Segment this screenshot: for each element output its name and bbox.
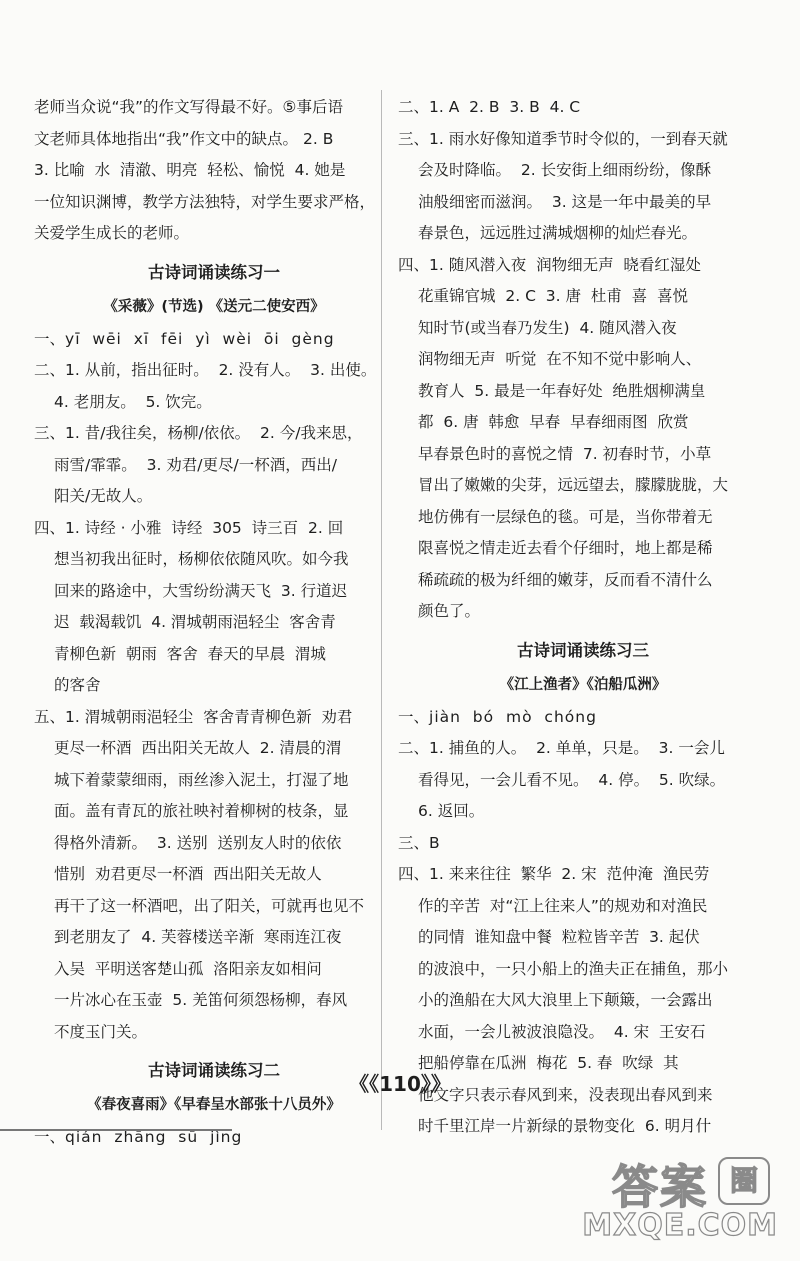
section-title: 古诗词诵读练习三	[517, 640, 649, 660]
answer-text: 作的辛苦 对“江上往来人”的规劝和对渔民	[418, 896, 708, 915]
section-subtitle: 《采薇》(节选) 《送元二使安西》	[103, 298, 325, 315]
watermark-logo	[582, 1151, 778, 1243]
answer-text: 都 6. 唐 韩愈 早春 早春细雨图 欣赏	[418, 413, 689, 431]
pinyin-answer	[398, 702, 768, 734]
answer-text: 二、1. 捕鱼的人。 2. 单单，只是。 3. 一会儿	[398, 739, 725, 757]
answer-text: 把船停靠在瓜洲 梅花 5. 春 吹绿 其	[418, 1054, 679, 1072]
answer-text: 早春景色时的喜悦之情 7. 初春时节，小草	[418, 444, 712, 463]
answer-text: 更尽一杯酒 西出阳关无故人 2. 清晨的渭	[54, 739, 342, 757]
answer-text: 时千里江岸一片新绿的景物变化 6. 明月什	[418, 1117, 712, 1135]
answer-text: 教育人 5. 最是一年春好处 绝胜烟柳满皇	[418, 381, 706, 400]
answer-text: 五、1. 渭城朝雨浥轻尘 客舍青青柳色新 劝君	[34, 707, 353, 726]
section-title: 古诗词诵读练习一	[148, 262, 280, 282]
answer-text: 二、1. 从前，指出征时。 2. 没有人。 3. 出使。	[34, 361, 377, 379]
pinyin-text: qián zhāng sū jìng	[65, 1128, 243, 1146]
answer-text: 再干了这一杯酒吧，出了阳关，可就再也见不	[54, 896, 365, 915]
answer-text: 不度玉门关。	[54, 1022, 148, 1041]
answer-text: 的同情 谁知盘中餐 粒粒皆辛苦 3. 起伏	[418, 928, 700, 946]
section-title: 古诗词诵读练习二	[148, 1061, 280, 1080]
answer-text: 6. 返回。	[418, 802, 485, 820]
answer-text: 到老朋友了 4. 芙蓉楼送辛渐 寒雨连江夜	[54, 928, 342, 946]
answer-text: 会及时降临。 2. 长安街上细雨纷纷，像酥	[418, 161, 712, 179]
watermark-brand: 答案	[612, 1160, 708, 1214]
answer-text: 城下着蒙蒙细雨，雨丝渗入泥土，打湿了地	[54, 770, 349, 789]
answer-text: 知时节(或当春乃发生) 4. 随风潜入夜	[418, 318, 677, 337]
question-number: 一、	[34, 1128, 66, 1146]
answer-text: 四、1. 来来往往 繁华 2. 宋 范仲淹 渔民劳	[398, 865, 710, 883]
answer-text: 3. 比喻 水 清澈、明亮 轻松、愉悦 4. 她是	[34, 161, 346, 179]
answer-text: 青柳色新 朝雨 客舍 春天的早晨 渭城	[54, 644, 326, 663]
right-column	[398, 92, 768, 1143]
answer-text: 看得见，一会儿看不见。 4. 停。 5. 吹绿。	[418, 770, 726, 789]
answer-text: 得格外清新。 3. 送别 送别友人时的依依	[54, 833, 342, 852]
answer-text: 限喜悦之情走近去看个仔细时，地上都是稀	[418, 539, 713, 557]
answer-text: 花重锦官城 2. C 3. 唐 杜甫 喜 喜悦	[418, 287, 689, 305]
left-column	[34, 92, 394, 1154]
answer-text: 雨雪/霏霏。 3. 劝君/更尽/一杯酒，西出/	[54, 455, 337, 474]
answer-text: 的客舍	[54, 676, 101, 694]
section-subtitle: 《江上渔者》《泊船瓜洲》	[499, 676, 667, 693]
section-subtitle: 《春夜喜雨》《早春呈水部张十八员外》	[87, 1097, 341, 1113]
footer-rule	[0, 1129, 232, 1131]
answer-text: 小的渔船在大风大浪里上下颠簸，一会露出	[418, 991, 713, 1009]
answer-text: 回来的路途中，大雪纷纷满天飞 3. 行道迟	[54, 581, 348, 600]
answer-text: 惜别 劝君更尽一杯酒 西出阳关无故人	[54, 865, 322, 883]
answer-text: 颜色了。	[418, 602, 481, 620]
answer-text: 三、1. 雨水好像知道季节时令似的，一到春天就	[398, 129, 728, 148]
pinyin-answer	[34, 1122, 394, 1154]
watermark-url: MXQE.COM	[582, 1208, 778, 1243]
answer-text: 冒出了嫩嫩的尖芽，远远望去，朦朦胧胧，大	[418, 476, 729, 494]
answer-text: 老师当众说“我”的作文写得最不好。⑤事后语	[34, 98, 343, 116]
answer-text: 文老师具体地指出“我”作文中的缺点。 2. B	[34, 129, 334, 148]
answer-text: 油般细密而滋润。 3. 这是一年中最美的早	[418, 192, 712, 211]
answer-text: 4. 老朋友。 5. 饮完。	[54, 392, 212, 411]
answer-text: 四、1. 诗经 · 小雅 诗经 305 诗三百 2. 回	[34, 518, 344, 537]
answer-text: 面。盖有青瓦的旅社映衬着柳树的枝条，显	[54, 802, 349, 820]
page-number: 《《110》》	[349, 1072, 451, 1096]
watermark-seal-icon: 圈	[718, 1157, 770, 1205]
answer-text: 想当初我出征时，杨柳依依随风吹。如今我	[54, 550, 349, 568]
answer-text: 春景色，远远胜过满城烟柳的灿烂春光。	[418, 224, 698, 242]
answer-text: 迟 载渴载饥 4. 渭城朝雨浥轻尘 客舍青	[54, 613, 336, 631]
pinyin-text: jiàn bó mò chóng	[429, 707, 597, 726]
question-number: 一、	[34, 329, 66, 348]
answer-text: 入吴 平明送客楚山孤 洛阳亲友如相问	[54, 959, 322, 978]
answer-text: 四、1. 随风潜入夜 润物细无声 晓看红湿处	[398, 255, 701, 274]
answer-text: 水面，一会儿被波浪隐没。 4. 宋 王安石	[418, 1022, 706, 1041]
question-number: 一、	[398, 707, 430, 726]
answer-text: 阳关/无故人。	[54, 487, 153, 505]
answer-text: 润物细无声 听觉 在不知不觉中影响人、	[418, 350, 702, 368]
answer-text: 的波浪中，一只小船上的渔夫正在捕鱼，那小	[418, 959, 729, 978]
answer-text: 二、1. A 2. B 3. B 4. C	[398, 98, 581, 116]
answer-text: 稀疏疏的极为纤细的嫩芽，反而看不清什么	[418, 570, 713, 589]
pinyin-answer	[34, 324, 394, 356]
answer-text: 地仿佛有一层绿色的毯。可是，当你带着无	[418, 507, 713, 526]
answer-text: 一位知识渊博，教学方法独特，对学生要求严格，	[34, 192, 376, 211]
answer-text: 一片冰心在玉壶 5. 羌笛何须怨杨柳，春风	[54, 991, 348, 1009]
pinyin-text: yī wēi xī fēi yì wèi ōi gèng	[65, 329, 335, 348]
answer-text: 他文字只表示春风到来，没表现出春风到来	[418, 1085, 713, 1104]
answer-text: 关爱学生成长的老师。	[34, 224, 190, 242]
answer-text: 三、B	[398, 833, 440, 852]
answer-text: 三、1. 昔/我往矣，杨柳/依依。 2. 今/我来思，	[34, 424, 363, 442]
